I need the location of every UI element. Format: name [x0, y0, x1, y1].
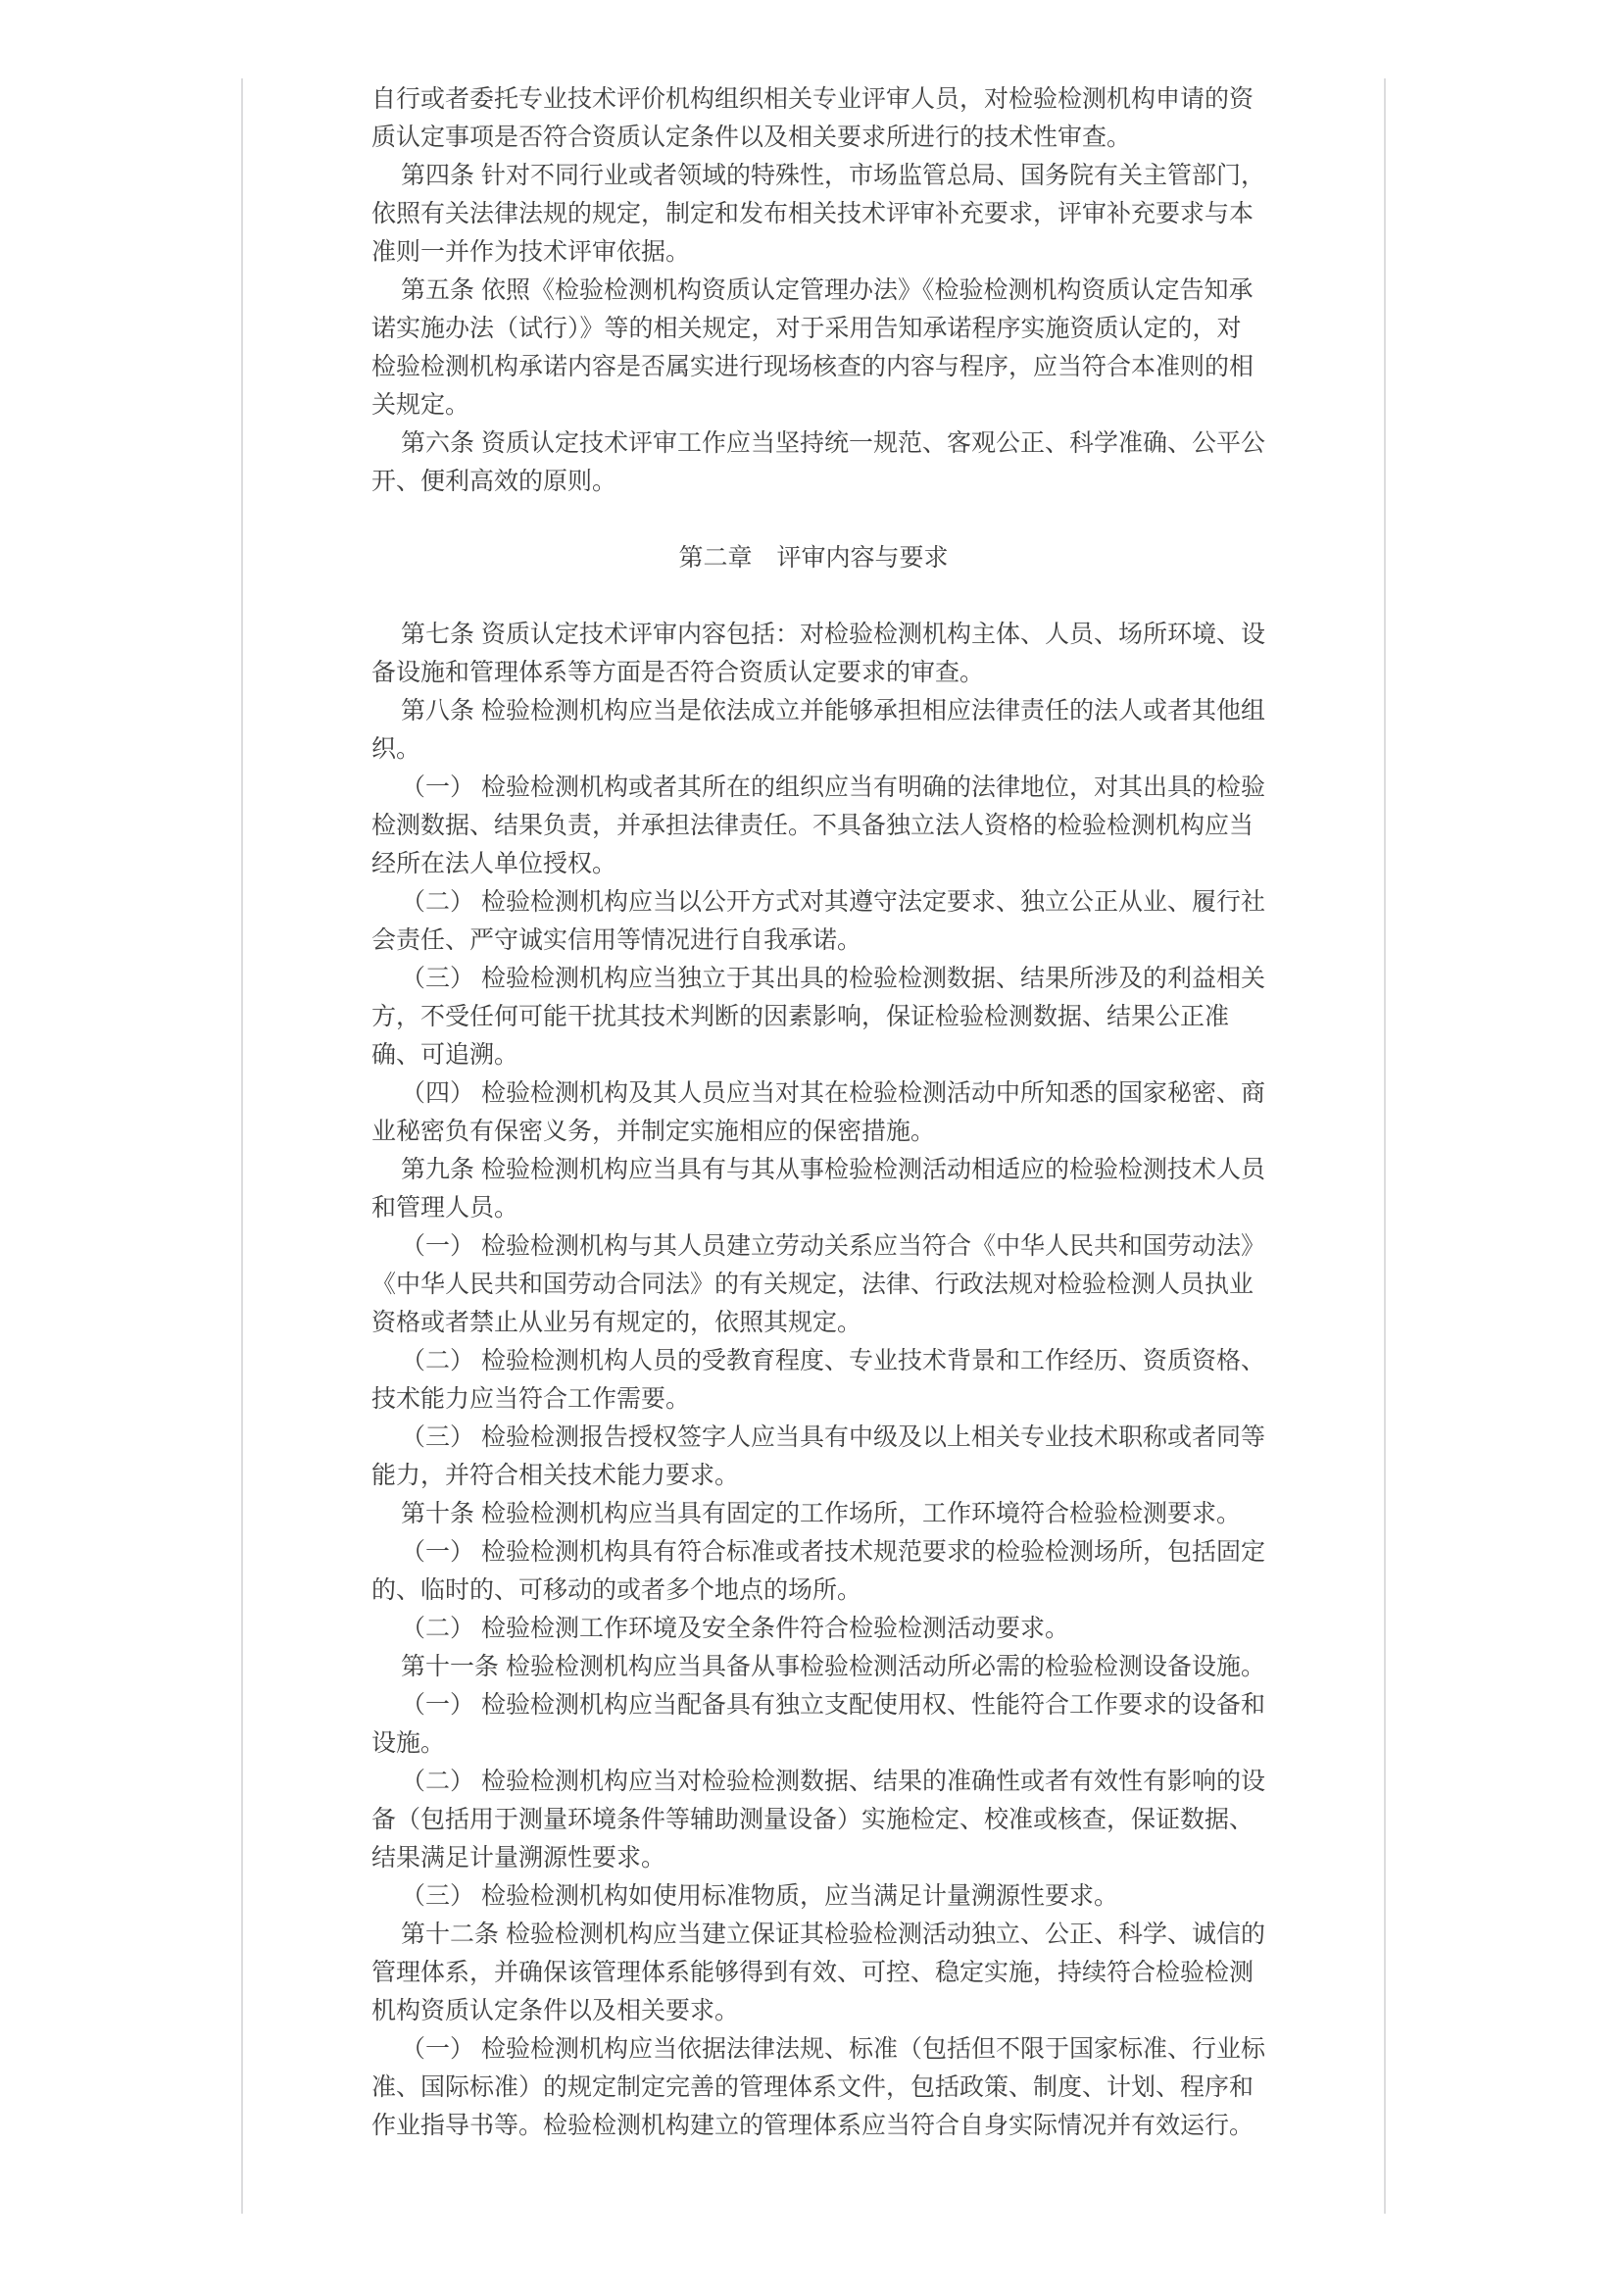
text-line: 的、临时的、可移动的或者多个地点的场所。	[371, 1576, 862, 1604]
text-line: （一） 检验检测机构具有符合标准或者技术规范要求的检验检测场所，包括固定	[401, 1538, 1265, 1566]
text-line: （二） 检验检测机构应当以公开方式对其遵守法定要求、独立公正从业、履行社	[401, 888, 1265, 916]
text-line: 机构资质认定条件以及相关要求。	[371, 1997, 740, 2024]
blank-line	[371, 577, 1255, 616]
text-line: 关规定。	[371, 391, 470, 419]
text-line: 设施。	[371, 1729, 446, 1757]
text-line: 会责任、严守诚实信用等情况进行自我承诺。	[371, 926, 862, 954]
text-line: （二） 检验检测机构应当对检验检测数据、结果的准确性或者有效性有影响的设	[401, 1768, 1265, 1795]
text-line: 依照有关法律法规的规定，制定和发布相关技术评审补充要求，评审补充要求与本	[371, 200, 1254, 227]
text-line: 确、可追溯。	[371, 1041, 519, 1069]
text-line: 开、便利高效的原则。	[371, 468, 617, 495]
text-line: 质认定事项是否符合资质认定条件以及相关要求所进行的技术性审查。	[371, 124, 1132, 151]
text-line: 和管理人员。	[371, 1194, 519, 1222]
text-line: 准、国际标准）的规定制定完善的管理体系文件，包括政策、制度、计划、程序和	[371, 2073, 1254, 2101]
text-line: （二） 检验检测机构人员的受教育程度、专业技术背景和工作经历、资质资格、	[401, 1347, 1265, 1374]
text-line: （四） 检验检测机构及其人员应当对其在检验检测活动中所知悉的国家秘密、商	[401, 1079, 1265, 1107]
text-line: 自行或者委托专业技术评价机构组织相关专业评审人员，对检验检测机构申请的资	[371, 85, 1254, 113]
text-line: 作业指导书等。检验检测机构建立的管理体系应当符合自身实际情况并有效运行。	[371, 2112, 1254, 2139]
text-line: （三） 检验检测机构如使用标准物质，应当满足计量溯源性要求。	[401, 1882, 1118, 1910]
text-line: 第四条 针对不同行业或者领域的特殊性，市场监管总局、国务院有关主管部门，	[401, 162, 1265, 189]
text-line: （一） 检验检测机构或者其所在的组织应当有明确的法律地位，对其出具的检验	[401, 774, 1265, 801]
text-line: 经所在法人单位授权。	[371, 850, 617, 877]
text-line: （三） 检验检测机构应当独立于其出具的检验检测数据、结果所涉及的利益相关	[401, 965, 1265, 992]
text-line: 资格或者禁止从业另有规定的，依照其规定。	[371, 1309, 862, 1336]
text-line: 备（包括用于测量环境条件等辅助测量设备）实施检定、校准或核查，保证数据、	[371, 1806, 1254, 1833]
document-page	[241, 78, 1386, 2214]
text-line: 《中华人民共和国劳动合同法》的有关规定，法律、行政法规对检验检测人员执业	[371, 1271, 1254, 1298]
text-line: 诺实施办法（试行）》等的相关规定，对于采用告知承诺程序实施资质认定的，对	[371, 315, 1242, 342]
text-line: 第九条 检验检测机构应当具有与其从事检验检测活动相适应的检验检测技术人员	[401, 1156, 1265, 1183]
text-line: 第六条 资质认定技术评审工作应当坚持统一规范、客观公正、科学准确、公平公	[401, 429, 1265, 457]
text-line: （一） 检验检测机构与其人员建立劳动关系应当符合《中华人民共和国劳动法》	[401, 1232, 1265, 1260]
text-line: 结果满足计量溯源性要求。	[371, 1844, 666, 1872]
document-content	[243, 78, 1384, 2145]
text-line: （一） 检验检测机构应当依据法律法规、标准（包括但不限于国家标准、行业标	[401, 2035, 1265, 2063]
text-line: 能力，并符合相关技术能力要求。	[371, 1462, 740, 1489]
text-line: 技术能力应当符合工作需要。	[371, 1385, 691, 1413]
text-line: 备设施和管理体系等方面是否符合资质认定要求的审查。	[371, 659, 985, 686]
text-line: 第七条 资质认定技术评审内容包括：对检验检测机构主体、人员、场所环境、设	[401, 621, 1265, 648]
text-line: 准则一并作为技术评审依据。	[371, 238, 691, 266]
text-line: 第五条 依照《检验检测机构资质认定管理办法》《检验检测机构资质认定告知承	[401, 276, 1254, 304]
text-line: 管理体系，并确保该管理体系能够得到有效、可控、稳定实施，持续符合检验检测	[371, 1959, 1254, 1986]
text-line: 第八条 检验检测机构应当是依法成立并能够承担相应法律责任的法人或者其他组	[401, 697, 1265, 724]
text-line: 第十二条 检验检测机构应当建立保证其检验检测活动独立、公正、科学、诚信的	[401, 1921, 1265, 1948]
text-line: （三） 检验检测报告授权签字人应当具有中级及以上相关专业技术职称或者同等	[401, 1423, 1265, 1451]
text-line: 检验检测机构承诺内容是否属实进行现场核查的内容与程序，应当符合本准则的相	[371, 353, 1254, 380]
text-line: 第十条 检验检测机构应当具有固定的工作场所，工作环境符合检验检测要求。	[401, 1500, 1241, 1527]
text-line: 第十一条 检验检测机构应当具备从事检验检测活动所必需的检验检测设备设施。	[401, 1653, 1265, 1680]
blank-line	[371, 501, 1255, 539]
text-line: （二） 检验检测工作环境及安全条件符合检验检测活动要求。	[401, 1615, 1069, 1642]
chapter-heading: 第二章 评审内容与要求	[678, 544, 949, 572]
text-line: 检测数据、结果负责，并承担法律责任。不具备独立法人资格的检验检测机构应当	[371, 812, 1254, 839]
text-line: （一） 检验检测机构应当配备具有独立支配使用权、性能符合工作要求的设备和	[401, 1691, 1265, 1719]
text-line: 织。	[371, 735, 421, 763]
text-line: 业秘密负有保密义务，并制定实施相应的保密措施。	[371, 1118, 936, 1145]
text-line: 方，不受任何可能干扰其技术判断的因素影响，保证检验检测数据、结果公正准	[371, 1003, 1230, 1030]
